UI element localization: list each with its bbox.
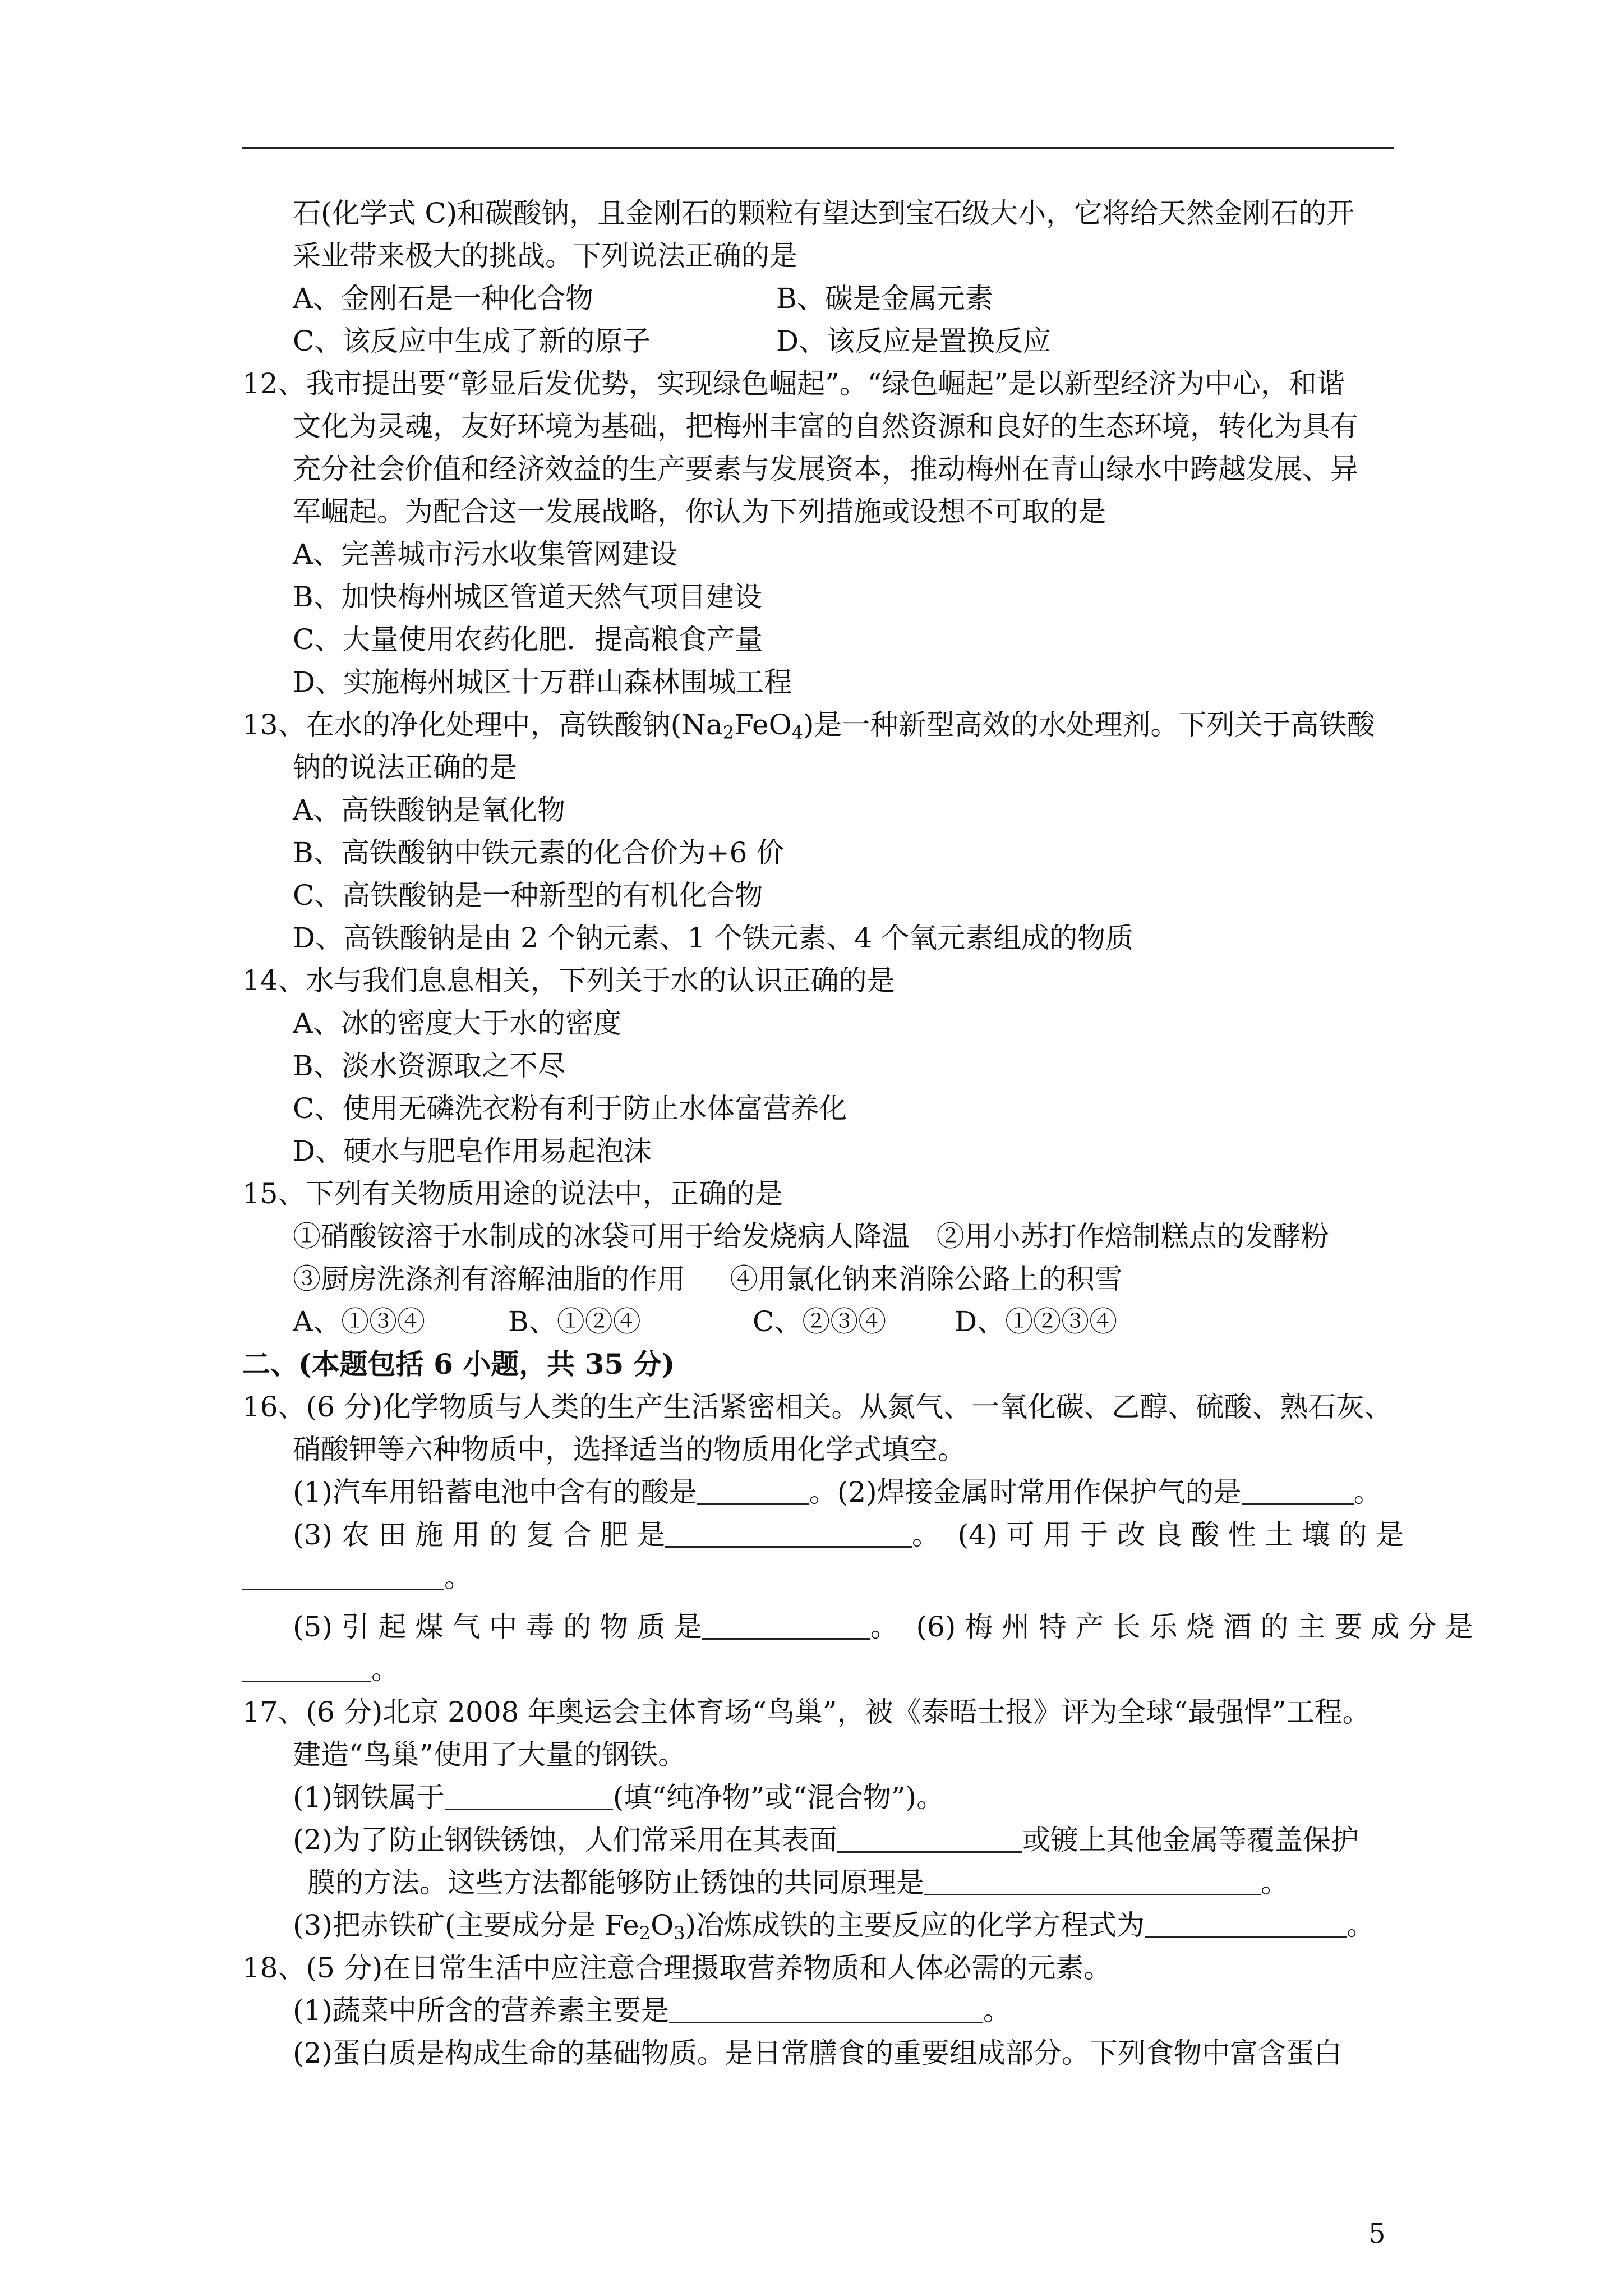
q17-subscript-3: 3 bbox=[674, 1922, 685, 1944]
q18-row1 bbox=[293, 1989, 1011, 2032]
header-rule bbox=[242, 147, 1394, 149]
q16-part2-text: 。(2)焊接金属时常用作保护气的是 bbox=[809, 1476, 1242, 1508]
q15-option-a: A、①③④ bbox=[293, 1305, 426, 1338]
q15-line3: ③厨房洗涤剂有溶解油脂的作用 ④用氯化钠来消除公路上的积雪 bbox=[293, 1263, 1123, 1295]
q17-part1-suffix: (填“纯净物”或“混合物”)。 bbox=[612, 1781, 945, 1814]
q12-line3: 充分社会价值和经济效益的生产要素与发展资本，推动梅州在青山绿水中跨越发展、异 bbox=[293, 453, 1358, 485]
q17-part3-o: O bbox=[651, 1909, 674, 1941]
q13-subscript-4: 4 bbox=[791, 722, 803, 743]
q16-answer-1-blank[interactable] bbox=[697, 1479, 809, 1505]
q17-answer-4-blank[interactable] bbox=[1145, 1912, 1347, 1938]
q16-answer-3-blank[interactable] bbox=[665, 1521, 912, 1548]
q17-subscript-2: 2 bbox=[639, 1922, 651, 1944]
q11-option-a: A、金刚石是一种化合物 bbox=[293, 282, 594, 315]
q17-period-2: 。 bbox=[1347, 1909, 1375, 1941]
q13-option-c: C、高铁酸钠是一种新型的有机化合物 bbox=[293, 879, 763, 912]
q11-option-c: C、该反应中生成了新的原子 bbox=[293, 325, 651, 357]
q13-line1-pre: 13、在水的净化处理中，高铁酸钠(Na bbox=[242, 708, 723, 741]
q12-option-d: D、实施梅州城区十万群山森林围城工程 bbox=[293, 666, 792, 698]
q14-option-b: B、淡水资源取之不尽 bbox=[293, 1050, 566, 1082]
q16-line1: 16、(6 分)化学物质与人类的生产生活紧密相关。从氮气、一氧化碳、乙醇、硫酸、熟石灰、 bbox=[242, 1391, 1393, 1423]
q13-option-d: D、高铁酸钠是由 2 个钠元素、1 个铁元素、4 个氧元素组成的物质 bbox=[293, 922, 1134, 954]
q13-line2: 钠的说法正确的是 bbox=[293, 751, 517, 784]
q13-line1 bbox=[242, 703, 1375, 746]
q16-row5 bbox=[242, 1648, 399, 1691]
q17-line1: 17、(6 分)北京 2008 年奥运会主体育场“鸟巢”，被《泰晤士报》评为全球“最强悍”工程。 bbox=[242, 1696, 1371, 1728]
q14-line1: 14、水与我们息息相关，下列关于水的认识正确的是 bbox=[242, 964, 895, 997]
q16-answer-4-blank[interactable] bbox=[242, 1564, 444, 1590]
q16-row3 bbox=[242, 1556, 472, 1599]
q17-period-1: 。 bbox=[1261, 1866, 1289, 1899]
q16-period-3: 。 bbox=[371, 1653, 399, 1686]
section-2-heading: 二、(本题包括 6 小题，共 35 分) bbox=[242, 1347, 675, 1381]
q17-part3-suffix: )冶炼成铁的主要反应的化学方程式为 bbox=[685, 1909, 1145, 1941]
q17-part2-suffix: 或镀上其他金属等覆盖保护 bbox=[1022, 1824, 1359, 1856]
q17-answer-2-blank[interactable] bbox=[837, 1826, 1022, 1853]
q17-row4 bbox=[293, 1904, 1375, 1947]
q13-line1-mid: FeO bbox=[734, 708, 792, 741]
q15-line1: 15、下列有关物质用途的说法中，正确的是 bbox=[242, 1177, 783, 1210]
q16-answer-5-blank[interactable] bbox=[702, 1613, 870, 1640]
q11-line1: 石(化学式 C)和碳酸钠，且金刚石的颗粒有望达到宝石级大小，它将给天然金刚石的开 bbox=[293, 197, 1355, 229]
q15-option-d: D、①②③④ bbox=[955, 1305, 1118, 1338]
q18-line1: 18、(5 分)在日常生活中应注意合理摄取营养物质和人体必需的元素。 bbox=[242, 1952, 1112, 1984]
q15-option-b: B、①②④ bbox=[508, 1305, 641, 1338]
q17-row3 bbox=[307, 1861, 1289, 1904]
q16-part4-text: 。 (4) 可 用 于 改 良 酸 性 土 壤 的 是 bbox=[911, 1519, 1404, 1551]
q16-row1 bbox=[293, 1471, 1382, 1513]
q14-option-c: C、使用无磷洗衣粉有利于防止水体富营养化 bbox=[293, 1092, 847, 1125]
q12-line4: 军崛起。为配合这一发展战略，你认为下列措施或设想不可取的是 bbox=[293, 495, 1106, 528]
q16-period-2: 。 bbox=[444, 1561, 472, 1594]
q14-option-a: A、冰的密度大于水的密度 bbox=[293, 1007, 622, 1039]
q16-part3-text: (3) 农 田 施 用 的 复 合 肥 是 bbox=[293, 1519, 665, 1551]
q12-option-c: C、大量使用农药化肥．提高粮食产量 bbox=[293, 623, 763, 656]
q17-row1 bbox=[293, 1776, 944, 1819]
q17-part2-continued: 膜的方法。这些方法都能够防止锈蚀的共同原理是 bbox=[307, 1866, 924, 1899]
q11-option-d: D、该反应是置换反应 bbox=[776, 325, 1052, 357]
q13-option-b: B、高铁酸钠中铁元素的化合价为+6 价 bbox=[293, 836, 785, 869]
q18-part2-text: (2)蛋白质是构成生命的基础物质。是日常膳食的重要组成部分。下列食物中富含蛋白 bbox=[293, 2037, 1342, 2069]
q13-line1-post: )是一种新型高效的水处理剂。下列关于高铁酸 bbox=[803, 708, 1375, 741]
q17-part1-text: (1)钢铁属于 bbox=[293, 1781, 445, 1814]
q16-period-1: 。 bbox=[1353, 1476, 1382, 1508]
q16-row2 bbox=[293, 1513, 1404, 1556]
q13-option-a: A、高铁酸钠是氧化物 bbox=[293, 794, 566, 826]
q11-line2: 采业带来极大的挑战。下列说法正确的是 bbox=[293, 240, 797, 272]
q16-part1-text: (1)汽车用铅蓄电池中含有的酸是 bbox=[293, 1476, 697, 1508]
q15-option-c: C、②③④ bbox=[753, 1305, 887, 1338]
q16-row4 bbox=[293, 1605, 1473, 1648]
q16-part5-text: (5) 引 起 煤 气 中 毒 的 物 质 是 bbox=[293, 1611, 702, 1643]
q18-period: 。 bbox=[983, 1994, 1011, 2027]
q14-option-d: D、硬水与肥皂作用易起泡沫 bbox=[293, 1135, 652, 1167]
q16-answer-6-blank[interactable] bbox=[242, 1656, 371, 1682]
q12-option-a: A、完善城市污水收集管网建设 bbox=[293, 538, 678, 570]
q17-part3-text: (3)把赤铁矿(主要成分是 Fe bbox=[293, 1909, 639, 1941]
q16-line2: 硝酸钾等六种物质中，选择适当的物质用化学式填空。 bbox=[293, 1433, 966, 1466]
q12-line2: 文化为灵魂，友好环境为基础，把梅州丰富的自然资源和良好的生态环境，转化为具有 bbox=[293, 410, 1358, 443]
q17-line2: 建造“鸟巢”使用了大量的钢铁。 bbox=[293, 1738, 686, 1771]
q12-line1: 12、我市提出要“彰显后发优势，实现绿色崛起”。“绿色崛起”是以新型经济为中心，和谐 bbox=[242, 367, 1345, 400]
q17-answer-3-blank[interactable] bbox=[924, 1869, 1261, 1895]
q17-row2 bbox=[293, 1819, 1359, 1861]
q13-subscript-2: 2 bbox=[722, 722, 735, 743]
q17-answer-1-blank[interactable] bbox=[445, 1784, 613, 1810]
q17-part2-text: (2)为了防止钢铁锈蚀，人们常采用在其表面 bbox=[293, 1824, 837, 1856]
q16-part6-text: 。 (6) 梅 州 特 产 长 乐 烧 酒 的 主 要 成 分 是 bbox=[870, 1611, 1473, 1643]
q16-answer-2-blank[interactable] bbox=[1242, 1479, 1354, 1505]
page-number: 5 bbox=[1368, 2218, 1386, 2249]
q12-option-b: B、加快梅州城区管道天然气项目建设 bbox=[293, 581, 762, 613]
q11-option-b: B、碳是金属元素 bbox=[776, 282, 993, 315]
q15-line2: ①硝酸铵溶于水制成的冰袋可用于给发烧病人降温 ②用小苏打作焙制糕点的发酵粉 bbox=[293, 1220, 1329, 1253]
q18-part1-text: (1)蔬菜中所含的营养素主要是 bbox=[293, 1994, 669, 2027]
q18-answer-1-blank[interactable] bbox=[669, 1997, 983, 2023]
